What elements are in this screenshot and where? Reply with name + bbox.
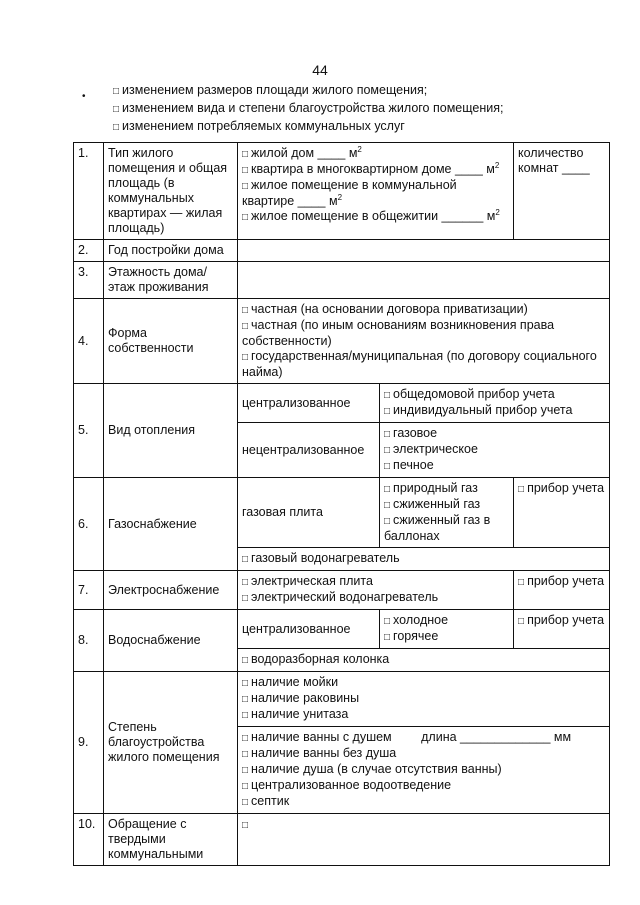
checkbox-option[interactable]: □ водоразборная колонка: [242, 652, 605, 668]
checkbox-option[interactable]: □ электрическая плита: [242, 574, 509, 590]
row-number: 8.: [74, 610, 104, 672]
row-number: 4.: [74, 299, 104, 384]
row-title: Электроснабжение: [104, 571, 238, 610]
checkbox-option[interactable]: □ частная (по иным основаниям возникновения права собственности): [242, 318, 605, 349]
table-row: [74, 478, 610, 548]
gas-stove-label: газовая плита: [238, 478, 380, 548]
table-row: [74, 299, 610, 384]
meter-option: [514, 571, 610, 610]
checkbox-option[interactable]: □ прибор учета: [518, 481, 605, 497]
checkbox-option[interactable]: □ прибор учета: [518, 613, 605, 629]
table-row: [74, 143, 610, 240]
row-title: Тип жилого помещения и общая площадь (в коммунальных квартирах — жилая площадь): [104, 143, 238, 240]
table-row: [74, 610, 610, 649]
intro-item: □ изменением вида и степени благоустройства жилого помещения;: [113, 100, 503, 118]
checkbox-option[interactable]: □ наличие ванны с душем: [242, 730, 392, 744]
row-options: [238, 727, 610, 814]
row-title: Этажность дома/этаж проживания: [104, 262, 238, 299]
checkbox-option[interactable]: □ горячее: [384, 629, 509, 645]
checkbox-option[interactable]: □ наличие раковины: [242, 691, 605, 707]
checkbox-option[interactable]: □ сжиженный газ: [384, 497, 509, 513]
row-number: 6.: [74, 478, 104, 571]
row-title: Степень благоустройства жилого помещения: [104, 672, 238, 814]
row-title: Водоснабжение: [104, 610, 238, 672]
checkbox-option[interactable]: [242, 817, 605, 833]
table-row: [74, 240, 610, 262]
row-number: 7.: [74, 571, 104, 610]
checkbox-option[interactable]: □ наличие мойки: [242, 675, 605, 691]
row-options: [238, 571, 514, 610]
row-title: Вид отопления: [104, 384, 238, 478]
intro-list: [113, 82, 503, 136]
row-options: [238, 299, 610, 384]
checkbox-option[interactable]: □ частная (на основании договора приватизации): [242, 302, 605, 318]
checkbox-option[interactable]: □ газовый водонагреватель: [242, 551, 605, 567]
meter-option: [514, 610, 610, 649]
row-number: 5.: [74, 384, 104, 478]
checkbox-option[interactable]: □ жилое помещение в коммунальной квартире ____ $м^2$: [242, 178, 509, 209]
bath-length-field[interactable]: длина _____________ мм: [421, 730, 572, 744]
row-options: [238, 672, 610, 727]
checkbox-option[interactable]: □ газовое: [384, 426, 605, 442]
row-number: 10.: [74, 814, 104, 866]
table-row: [74, 571, 610, 610]
checkbox-option[interactable]: □ жилой дом ____ $м^2$: [242, 146, 509, 162]
floors-field[interactable]: [238, 262, 610, 299]
page-number: 44: [312, 62, 328, 78]
row-options: [380, 610, 514, 649]
year-field[interactable]: [238, 240, 610, 262]
water-central-label: централизованное: [238, 610, 380, 649]
row-title: Газоснабжение: [104, 478, 238, 571]
checkbox-option[interactable]: □ квартира в многоквартирном доме ____ $м^2$: [242, 162, 509, 178]
checkbox-option[interactable]: □ наличие душа (в случае отсутствия ванны): [242, 762, 605, 778]
table-row: [74, 814, 610, 866]
intro-item: □ изменением размеров площади жилого помещения;: [113, 82, 503, 100]
checkbox-option[interactable]: □ централизованное водоотведение: [242, 778, 605, 794]
table-row: [74, 672, 610, 727]
intro-item: □ изменением потребляемых коммунальных услуг: [113, 118, 503, 136]
table-row: [74, 262, 610, 299]
row-number: 2.: [74, 240, 104, 262]
checkbox-option[interactable]: □ прибор учета: [518, 574, 605, 590]
row-title: Обращение с твердыми коммунальными: [104, 814, 238, 866]
meter-option: [514, 478, 610, 548]
checkbox-option[interactable]: □ электрический водонагреватель: [242, 590, 509, 606]
margin-mark: •: [82, 91, 86, 102]
row-options: [238, 548, 610, 571]
checkbox-option[interactable]: □ общедомовой прибор учета: [384, 387, 605, 403]
row-options: [380, 384, 610, 423]
checkbox-option[interactable]: □ сжиженный газ в баллонах: [384, 513, 509, 544]
row-number: 3.: [74, 262, 104, 299]
row-number: 1.: [74, 143, 104, 240]
checkbox-option[interactable]: □ электрическое: [384, 442, 605, 458]
bath-line: [242, 730, 605, 746]
row-title: Год постройки дома: [104, 240, 238, 262]
checkbox-option[interactable]: □ печное: [384, 458, 605, 474]
housing-form-table: [73, 142, 610, 866]
checkbox-option[interactable]: □ наличие унитаза: [242, 707, 605, 723]
row-options: [238, 143, 514, 240]
checkbox-option[interactable]: □ септик: [242, 794, 605, 810]
checkbox-option[interactable]: □ государственная/муниципальная (по договору социального найма): [242, 349, 605, 380]
table-row: [74, 384, 610, 423]
rooms-count-field[interactable]: количество комнат ____: [514, 143, 610, 240]
checkbox-option[interactable]: □ жилое помещение в общежитии ______ $м^2$: [242, 209, 509, 225]
checkbox-option[interactable]: □ холодное: [384, 613, 509, 629]
checkbox-option[interactable]: □ природный газ: [384, 481, 509, 497]
heating-noncentral-label: нецентрализованное: [238, 423, 380, 478]
checkbox-option[interactable]: □ индивидуальный прибор учета: [384, 403, 605, 419]
checkbox-option[interactable]: □ наличие ванны без душа: [242, 746, 605, 762]
row-options: [380, 478, 514, 548]
row-title: Форма собственности: [104, 299, 238, 384]
row-options: [238, 814, 610, 866]
heating-central-label: централизованное: [238, 384, 380, 423]
row-options: [380, 423, 610, 478]
row-number: 9.: [74, 672, 104, 814]
row-options: [238, 649, 610, 672]
